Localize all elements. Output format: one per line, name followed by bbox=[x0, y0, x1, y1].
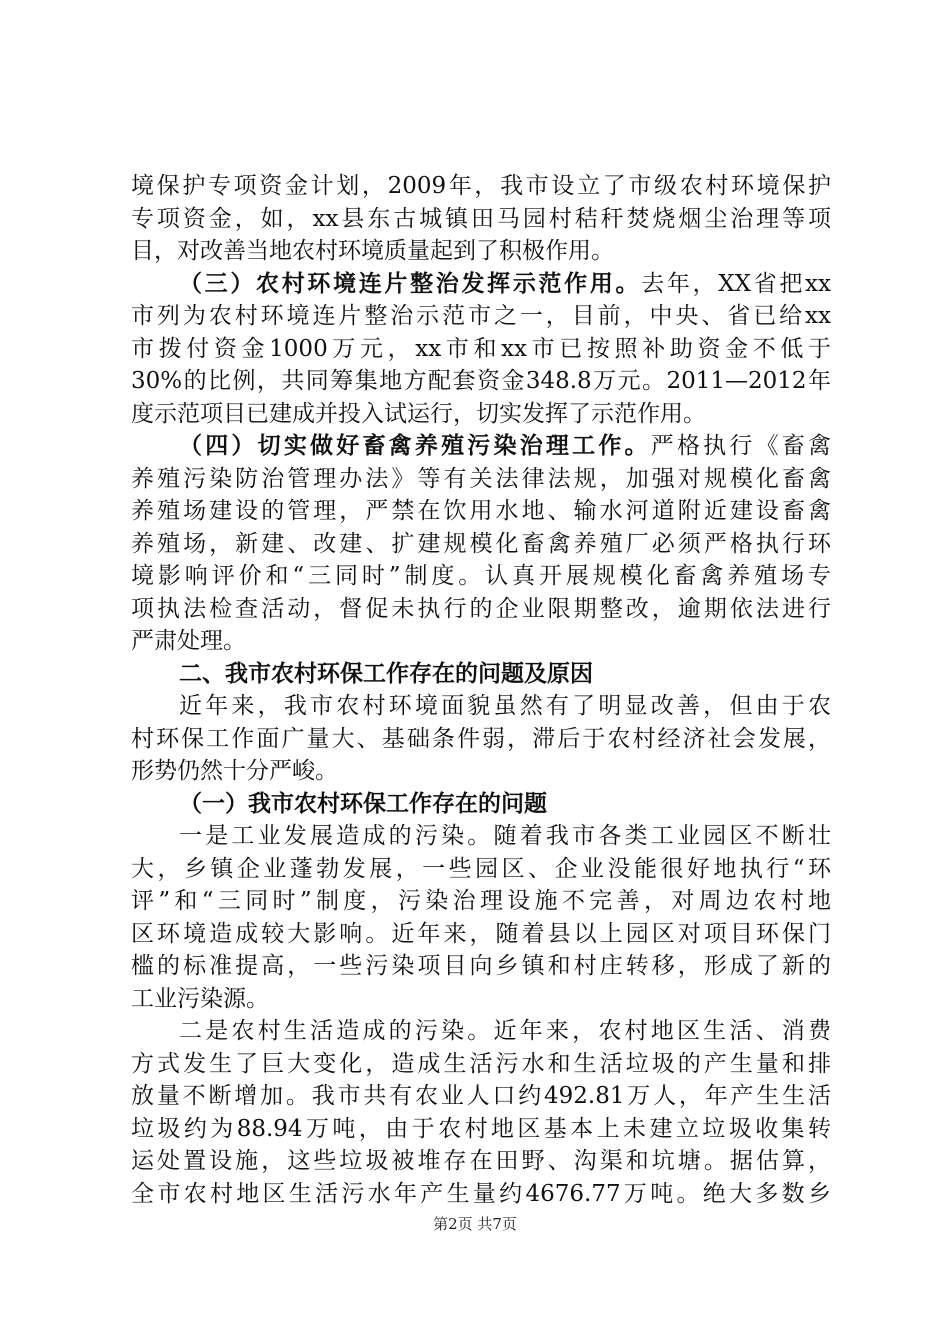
line-text: 工业污染源。 bbox=[131, 985, 269, 1012]
text-line bbox=[131, 950, 831, 983]
line-text: 一是工业发展造成的污染。随着我市各类工业园区不断壮 bbox=[179, 823, 831, 849]
line-text: 区环境造成较大影响。近年来，随着县以上园区对项目环保门 bbox=[131, 920, 831, 947]
text-line bbox=[131, 625, 831, 658]
line-text: 市列为农村环境连片整治示范市之一，目前，中央、省已给xx bbox=[131, 303, 831, 329]
section-heading-line bbox=[131, 788, 831, 821]
line-text: 村环保工作面广量大、基础条件弱，滞后于农村经济社会发展， bbox=[131, 725, 831, 752]
line-text: 垃圾约为88.94万吨，由于农村地区基本上未建立垃圾收集转 bbox=[131, 1115, 831, 1142]
section-heading: （四）切实做好畜禽养殖污染治理工作。 bbox=[179, 433, 651, 459]
line-text: 近年来，我市农村环境面貌虽然有了明显改善，但由于农 bbox=[179, 693, 831, 719]
line-text: 去年，XX省把xx bbox=[641, 270, 831, 297]
line-text: 评”和“三同时”制度，污染治理设施不完善，对周边农村地 bbox=[131, 888, 831, 914]
text-line bbox=[131, 1015, 831, 1048]
line-text: 二是农村生活造成的污染。近年来，农村地区生活、消费 bbox=[179, 1018, 831, 1044]
line-text: 大，乡镇企业蓬勃发展，一些园区、企业没能很好地执行“环 bbox=[131, 855, 831, 882]
line-text: 境保护专项资金计划，2009年，我市设立了市级农村环境保护 bbox=[131, 173, 831, 199]
text-line bbox=[131, 333, 831, 366]
text-line bbox=[131, 853, 831, 886]
section-heading-line bbox=[131, 268, 831, 301]
section-heading: （三）农村环境连片整治发挥示范作用。 bbox=[179, 270, 642, 297]
section-heading: （一）我市农村环保工作存在的问题 bbox=[179, 790, 547, 817]
text-line bbox=[131, 398, 831, 431]
line-text: 严肃处理。 bbox=[131, 628, 246, 654]
section-heading-line bbox=[131, 430, 831, 463]
text-line bbox=[131, 593, 831, 626]
line-text: 方式发生了巨大变化，造成生活污水和生活垃圾的产生量和排 bbox=[131, 1050, 831, 1077]
line-text: 养殖场，新建、改建、扩建规模化畜禽养殖厂必须严格执行环 bbox=[131, 530, 831, 557]
text-line bbox=[131, 495, 831, 528]
section-heading-line bbox=[131, 658, 831, 691]
section-heading: 二、我市农村环保工作存在的问题及原因 bbox=[179, 660, 593, 687]
line-text: 专项资金，如，xx县东古城镇田马园村秸秆焚烧烟尘治理等项 bbox=[131, 205, 831, 232]
text-line bbox=[131, 235, 831, 268]
line-text: 形势仍然十分严峻。 bbox=[131, 758, 338, 784]
text-line bbox=[131, 528, 831, 561]
document-body bbox=[131, 170, 831, 1210]
text-line bbox=[131, 755, 831, 788]
text-line bbox=[131, 1113, 831, 1146]
text-line bbox=[131, 463, 831, 496]
line-text: 度示范项目已建成并投入试运行，切实发挥了示范作用。 bbox=[131, 400, 706, 427]
text-line bbox=[131, 1080, 831, 1113]
line-text: 严格执行《畜禽 bbox=[650, 433, 832, 459]
text-line bbox=[131, 203, 831, 236]
line-text: 放量不断增加。我市共有农业人口约492.81万人，年产生生活 bbox=[131, 1083, 831, 1109]
line-text: 30%的比例，共同筹集地方配套资金348.8万元。2011—2012年 bbox=[131, 368, 831, 394]
line-text: 项执法检查活动，督促未执行的企业限期整改，逾期依法进行 bbox=[131, 595, 831, 622]
text-line bbox=[131, 885, 831, 918]
line-text: 全市农村地区生活污水年产生量约4676.77万吨。绝大多数乡 bbox=[131, 1180, 831, 1207]
line-text: 运处置设施，这些垃圾被堆存在田野、沟渠和坑塘。据估算， bbox=[131, 1148, 831, 1174]
line-text: 养殖污染防治管理办法》等有关法律法规，加强对规模化畜禽 bbox=[131, 465, 831, 492]
text-line bbox=[131, 1178, 831, 1211]
text-line bbox=[131, 690, 831, 723]
line-text: 槛的标准提高，一些污染项目向乡镇和村庄转移，形成了新的 bbox=[131, 953, 831, 979]
text-line bbox=[131, 1048, 831, 1081]
line-text: 境影响评价和“三同时”制度。认真开展规模化畜禽养殖场专 bbox=[131, 563, 831, 589]
text-line bbox=[131, 365, 831, 398]
text-line bbox=[131, 918, 831, 951]
line-text: 养殖场建设的管理，严禁在饮用水地、输水河道附近建设畜禽 bbox=[131, 498, 831, 524]
text-line bbox=[131, 820, 831, 853]
text-line bbox=[131, 983, 831, 1016]
page-footer: 第2页 共7页 bbox=[433, 1215, 517, 1233]
text-line bbox=[131, 560, 831, 593]
line-text: 市拨付资金1000万元，xx市和xx市已按照补助资金不低于 bbox=[131, 335, 831, 362]
text-line bbox=[131, 723, 831, 756]
text-line bbox=[131, 1145, 831, 1178]
line-text: 目，对改善当地农村环境质量起到了积极作用。 bbox=[131, 238, 614, 264]
text-line bbox=[131, 300, 831, 333]
text-line bbox=[131, 170, 831, 203]
